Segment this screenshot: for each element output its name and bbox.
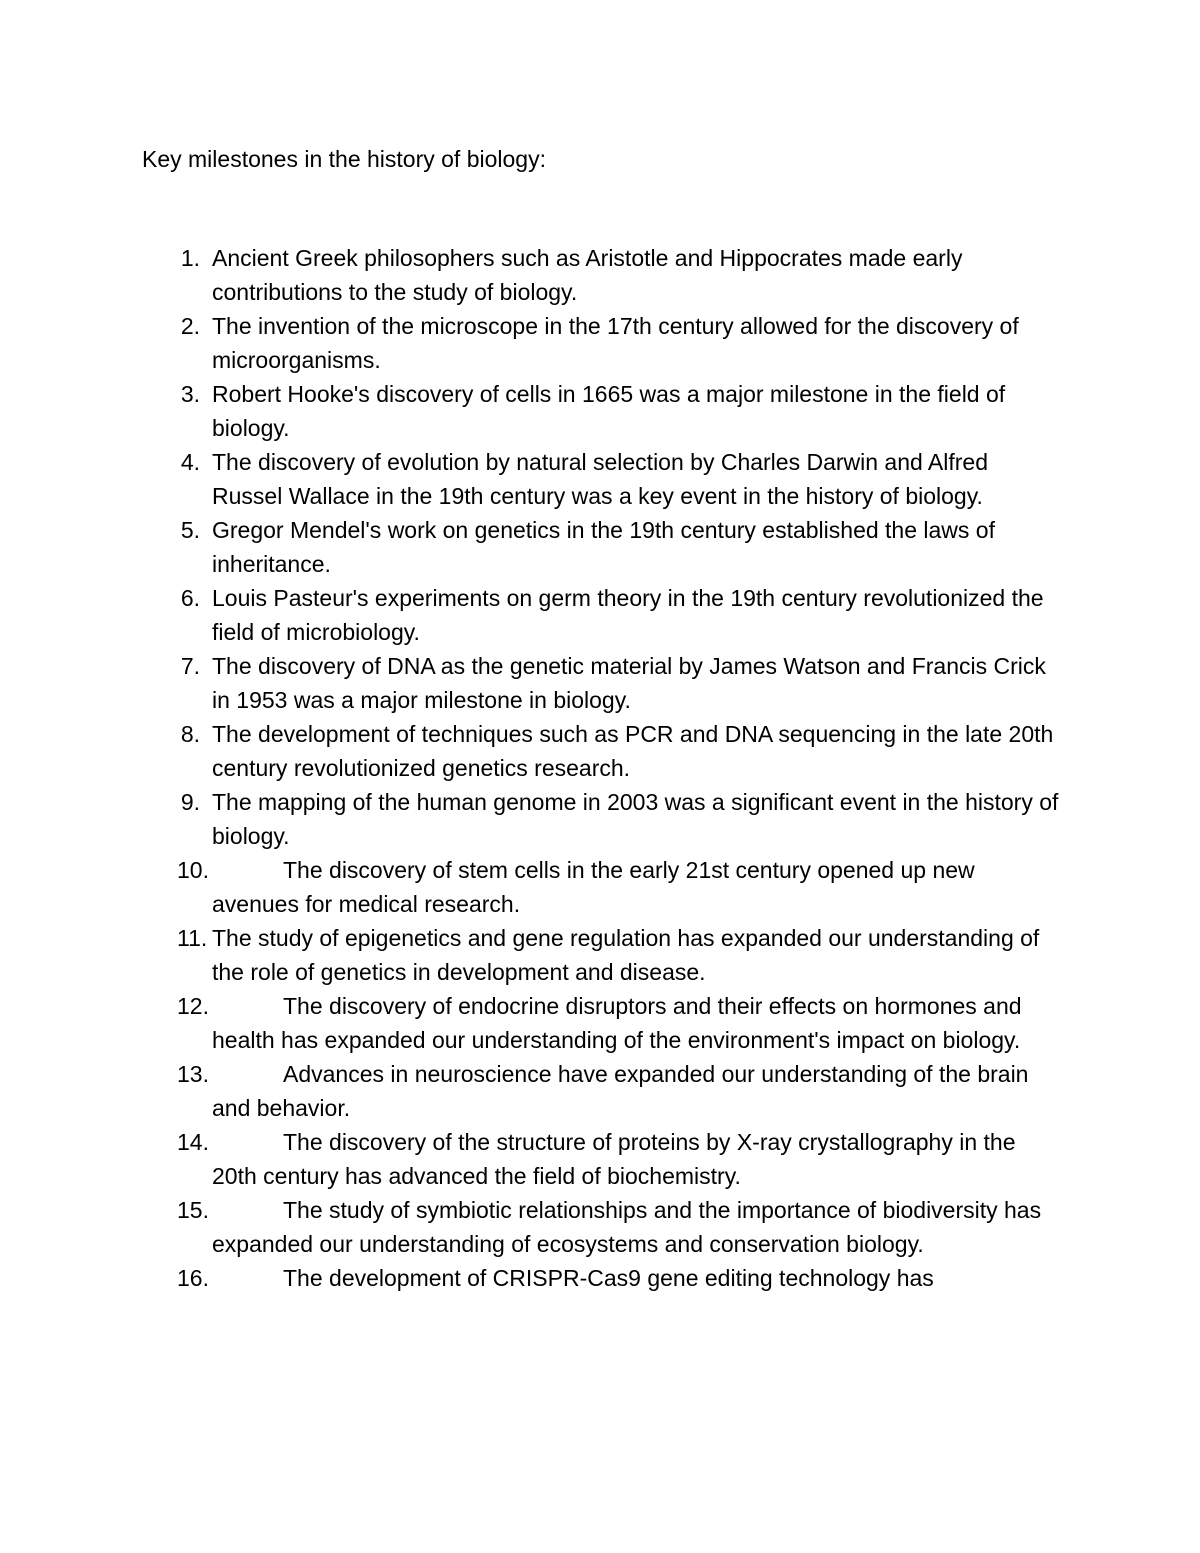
list-item-text: The discovery of stem cells in the early 21st century opened up new avenues for medical research.	[212, 857, 975, 917]
list-item	[0, 581, 1062, 649]
list-item	[0, 445, 1062, 513]
list-item	[0, 785, 1062, 853]
list-item-text: Advances in neuroscience have expanded our understanding of the brain and behavior.	[212, 1061, 1029, 1121]
list-item	[0, 1261, 1062, 1295]
list-item-number: 12.	[177, 993, 209, 1019]
list-item	[0, 309, 1062, 377]
list-item	[0, 377, 1062, 445]
list-item	[0, 1193, 1062, 1261]
list-item-text: Ancient Greek philosophers such as Aristotle and Hippocrates made early contributions to the study of biology.	[212, 245, 963, 305]
list-item-text: Robert Hooke's discovery of cells in 1665 was a major milestone in the field of biology.	[212, 381, 1006, 441]
list-item	[0, 513, 1062, 581]
document-title: Key milestones in the history of biology:	[142, 146, 546, 172]
list-item-number: 13.	[177, 1061, 209, 1087]
list-item-number: 6.	[180, 585, 200, 611]
list-item-text: The study of symbiotic relationships and the importance of biodiversity has expanded our understanding of ecosystems and conservation biology.	[212, 1197, 1042, 1257]
list-item-number: 14.	[177, 1129, 209, 1155]
list-item-text: Louis Pasteur's experiments on germ theory in the 19th century revolutionized the field of microbiology.	[212, 585, 1044, 645]
list-item-text: The discovery of DNA as the genetic material by James Watson and Francis Crick in 1953 was a major milestone in biology.	[212, 653, 1046, 713]
list-item	[0, 1125, 1062, 1193]
list-item-text: The mapping of the human genome in 2003 was a significant event in the history of biology.	[212, 789, 1059, 849]
list-item-text: The invention of the microscope in the 17th century allowed for the discovery of microorganisms.	[212, 313, 1019, 373]
list-item-text: The study of epigenetics and gene regulation has expanded our understanding of the role of genetics in development and disease.	[212, 925, 1040, 985]
list-item-number: 2.	[180, 313, 200, 339]
milestone-list	[0, 241, 1200, 1295]
list-item-number: 7.	[180, 653, 200, 679]
list-item-text: The discovery of evolution by natural selection by Charles Darwin and Alfred Russel Wallace in the 19th century was a key event in the history of biology.	[212, 449, 989, 509]
list-item	[0, 717, 1062, 785]
list-item-number: 11.	[177, 925, 208, 951]
list-item-number: 4.	[180, 449, 200, 475]
list-item-number: 10.	[177, 857, 209, 883]
list-item-text: The discovery of the structure of proteins by X-ray crystallography in the 20th century has advanced the field of biochemistry.	[212, 1129, 1016, 1189]
list-item	[0, 241, 1062, 309]
list-item	[0, 853, 1062, 921]
list-item	[0, 921, 1062, 989]
list-item-number: 1.	[180, 245, 200, 271]
list-item	[0, 1057, 1062, 1125]
list-item-text: The development of CRISPR-Cas9 gene editing technology has	[283, 1265, 934, 1291]
list-item-number: 8.	[180, 721, 200, 747]
list-item-number: 15.	[177, 1197, 209, 1223]
list-item-number: 5.	[180, 517, 200, 543]
list-item-text: The development of techniques such as PCR and DNA sequencing in the late 20th century revolutionized genetics research.	[212, 721, 1054, 781]
list-item-number: 9.	[180, 789, 200, 815]
list-item	[0, 649, 1062, 717]
list-item-number: 3.	[180, 381, 200, 407]
list-item	[0, 989, 1062, 1057]
list-item-text: Gregor Mendel's work on genetics in the 19th century established the laws of inheritance.	[212, 517, 995, 577]
list-item-text: The discovery of endocrine disruptors and their effects on hormones and health has expanded our understanding of the environment's impact on biology.	[212, 993, 1022, 1053]
list-item-number: 16.	[177, 1265, 209, 1291]
